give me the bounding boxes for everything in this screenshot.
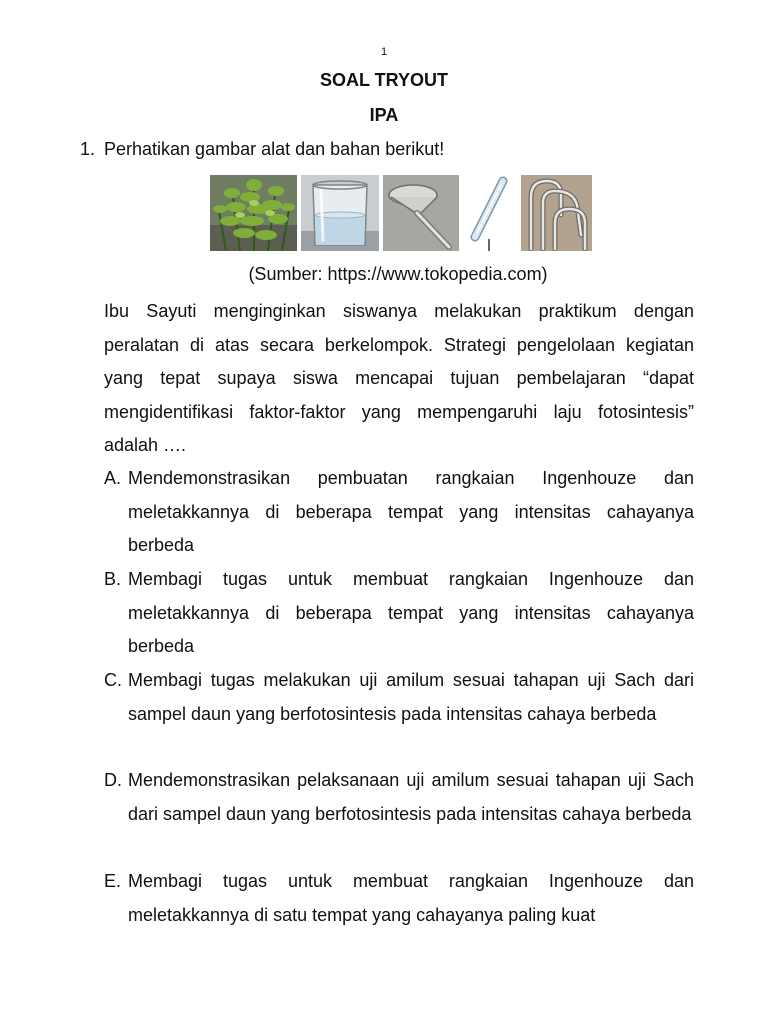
question-prompt: Perhatikan gambar alat dan bahan berikut! xyxy=(104,139,445,159)
image-source-caption: (Sumber: https://www.tokopedia.com) xyxy=(248,264,548,284)
option-text: Membagi tugas untuk membuat rangkaian Ingenhouze dan meletakkannya di satu tempat yang cahayanya paling kuat xyxy=(128,871,694,925)
option-c[interactable] xyxy=(104,664,694,731)
option-letter: C. xyxy=(104,670,122,690)
option-a[interactable] xyxy=(104,462,694,563)
glass-funnel-image xyxy=(383,175,459,251)
option-text: Mendemonstrasikan pelaksanaan uji amilum sesuai tahapan uji Sach dari sampel daun yang berfotosintesis pada intensitas cahaya berbeda xyxy=(128,770,694,824)
option-letter: D. xyxy=(104,770,122,790)
option-text: Membagi tugas untuk membuat rangkaian Ingenhouze dan meletakkannya di beberapa tempat yang intensitas cahayanya berbeda xyxy=(128,569,694,656)
option-d[interactable] xyxy=(104,764,694,831)
glass-tubes-image xyxy=(521,175,592,251)
page-number: 1 xyxy=(380,46,388,58)
subject-title: IPA xyxy=(369,105,399,125)
equipment-figures xyxy=(210,175,592,251)
option-text: Membagi tugas melakukan uji amilum sesuai tahapan uji Sach dari sampel daun yang berfotosintesis pada intensitas cahaya berbeda xyxy=(128,670,694,724)
document-title: SOAL TRYOUT xyxy=(319,70,448,90)
option-letter: B. xyxy=(104,569,122,589)
option-text: Mendemonstrasikan pembuatan rangkaian Ingenhouze dan meletakkannya di beberapa tempat yang intensitas cahayanya berbeda xyxy=(128,468,694,555)
option-e[interactable] xyxy=(104,865,694,932)
question-heading xyxy=(80,137,444,161)
option-letter: A. xyxy=(104,468,122,488)
option-letter: E. xyxy=(104,871,122,891)
option-b[interactable] xyxy=(104,563,694,664)
glass-beaker-image xyxy=(301,175,379,251)
hydrilla-plant-image xyxy=(210,175,297,251)
question-number: 1. xyxy=(80,139,96,159)
question-stem: Ibu Sayuti menginginkan siswanya melakukan praktikum dengan peralatan di atas secara berkelompok. Strategi pengelolaan kegiatan yang tepat supaya siswa mencapai tujuan pembelajaran “dapat mengidentifikasi faktor-faktor yang mempengaruhi laju fotosintesis” adalah …. xyxy=(104,301,694,455)
test-tube-image xyxy=(463,175,517,251)
